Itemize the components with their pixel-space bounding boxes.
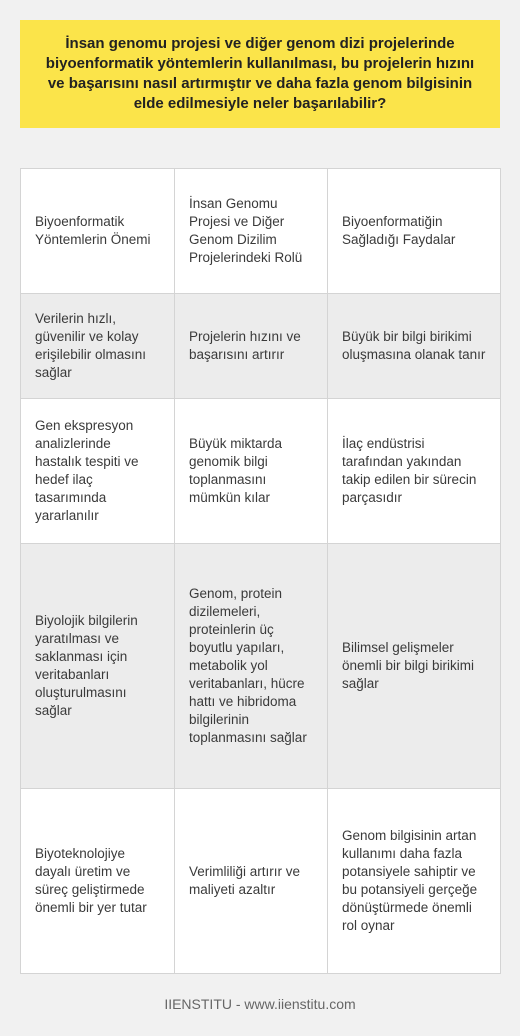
page-title: İnsan genomu projesi ve diğer genom dizi projelerinde biyoenformatik yöntemlerin kullanılması, bu projelerin hızını ve başarısını nasıl artırmıştır ve daha fazla genom bilgisinin elde edilmesiyle neler başarılabilir? xyxy=(45,35,475,112)
title-banner xyxy=(20,20,500,128)
footer-credit: IIENSTITU - www.iienstitu.com xyxy=(164,996,356,1012)
table-cell: Projelerin hızını ve başarısını artırır xyxy=(175,294,328,399)
table-cell: İlaç endüstrisi tarafından yakından takip edilen bir sürecin parçasıdır xyxy=(328,399,501,544)
table-cell: Büyük bir bilgi birikimi oluşmasına olanak tanır xyxy=(328,294,501,399)
table-cell: Biyoenformatik Yöntemlerin Önemi xyxy=(21,169,175,294)
table-cell: Büyük miktarda genomik bilgi toplanmasını mümkün kılar xyxy=(175,399,328,544)
table-cell: Verimliliği artırır ve maliyeti azaltır xyxy=(175,789,328,974)
table-cell: Biyoteknolojiye dayalı üretim ve süreç geliştirmede önemli bir yer tutar xyxy=(21,789,175,974)
table-cell: Bilimsel gelişmeler önemli bir bilgi birikimi sağlar xyxy=(328,544,501,789)
table-row xyxy=(21,399,501,544)
table-cell: Genom bilgisinin artan kullanımı daha fazla potansiyele sahiptir ve bu potansiyeli gerçeğe dönüştürmede önemli rol oynar xyxy=(328,789,501,974)
table-cell: İnsan Genomu Projesi ve Diğer Genom Dizilim Projelerindeki Rolü xyxy=(175,169,328,294)
info-table xyxy=(20,168,501,974)
table-cell: Biyoenformatiğin Sağladığı Faydalar xyxy=(328,169,501,294)
table-row xyxy=(21,294,501,399)
table-header-row xyxy=(21,169,501,294)
table-cell: Biyolojik bilgilerin yaratılması ve saklanması için veritabanları oluşturulmasını sağlar xyxy=(21,544,175,789)
table-row xyxy=(21,544,501,789)
table-cell: Genom, protein dizilemeleri, proteinlerin üç boyutlu yapıları, metabolik yol veritabanları, hücre hattı ve hibridoma bilgilerinin toplanmasını sağlar xyxy=(175,544,328,789)
table-row xyxy=(21,789,501,974)
table-cell: Verilerin hızlı, güvenilir ve kolay erişilebilir olmasını sağlar xyxy=(21,294,175,399)
table-cell: Gen ekspresyon analizlerinde hastalık tespiti ve hedef ilaç tasarımında yararlanılır xyxy=(21,399,175,544)
